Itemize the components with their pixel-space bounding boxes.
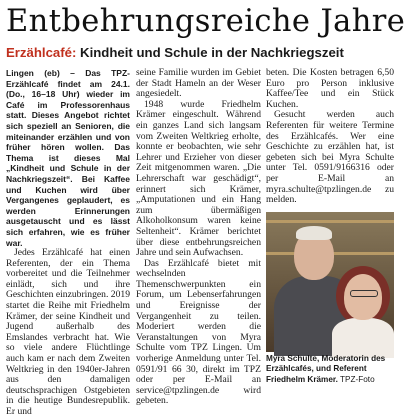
body-paragraph: 1948 wurde Friedhelm Krämer eingeschult. Während ein ganzes Land sich langsam vom Zweiten Weltkrieg erholte, konnte er beobachten, wie sehr Lehrer und Erzieher von dieser Zeit mitgenommen waren. „Die Lehrerschaft war geschädigt“, erinnert sich Krämer, „Amputationen und ein Hang zum übermäßigen Alkoholkonsum waren keine Seltenheit“. Krämer berichtet über diese entbehrungsreichen Jahre und sein Aufwachsen. <box>136 98 261 259</box>
text-column-1 <box>6 68 130 417</box>
man-hair <box>296 226 332 240</box>
bookshelf <box>266 220 394 223</box>
body-paragraph: seine Familie wurden im Gebiet der Stadt Hameln an der Weser angesiedelt. <box>136 67 261 100</box>
body-paragraph: beten. Die Kosten betragen 6,50 Euro pro Person inklusive Kaffee/Tee und ein Stück Kuchen. <box>266 67 394 110</box>
caption-names: Myra Schulte, Moderatorin des Erzählcafés, und Referent Friedhelm Krämer. <box>266 354 386 384</box>
text-column-3 <box>266 68 394 210</box>
text-column-2 <box>136 67 261 407</box>
lead-dateline: Lingen (eb) – <box>6 68 75 78</box>
article-headline: Entbehrungsreiche Jahre <box>6 4 405 39</box>
lead-paragraph <box>6 68 130 248</box>
article-kicker: Erzählcafé: <box>6 45 77 60</box>
article-subline <box>6 44 396 62</box>
article-subtitle: Kindheit und Schule in der Nachkriegszeit <box>80 45 344 60</box>
photo-caption <box>266 354 394 385</box>
woman-head <box>344 274 382 320</box>
body-paragraph: Das Erzählcafé bietet mit wechselnden Themenschwerpunkten ein Forum, um Lebenserfahrungen und Ereignisse der Vergangenheit zu teilen. Moderiert werden die Veranstaltungen von Myra Schulte vom TPZ Lingen. Um vorherige Anmeldung unter Tel. 0591/91 66 30, direkt im TPZ oder per E-Mail an service@tpzlingen.de wird gebeten. <box>136 257 261 407</box>
body-paragraph: Jedes Erzählcafé hat einen Referenten, der ein Thema vorbereitet und die Teilnehmer einlädt, sich und ihre Geschichten einzubringen. 2019 startet die Reihe mit Friedhelm Krämer, der seine Kindheit und Jugend außerhalb des Emslandes verbracht hat. Wie so viele andere Flüchtlinge auch kam er nach dem Zweiten Weltkrieg in den 1940er-Jahren aus den damaligen deutschsprachigen Ostgebieten in die heutige Bundesrepublik. Er und <box>6 247 130 417</box>
glasses <box>350 290 378 297</box>
caption-credit: TPZ-Foto <box>340 374 375 384</box>
woman-figure <box>332 318 394 358</box>
body-paragraph: Gesucht werden auch Referenten für weitere Termine des Erzählcafés. Wer eine Geschichte zu erzählen hat, ist gebeten sich bei Myra Schulte unter Tel. 0591/9166316 oder per E-Mail an myra.schulte@tpzlingen.de zu melden. <box>266 109 394 206</box>
lead-text: Das TPZ-Erzählcafé findet am 24.1. (Do., 16–18 Uhr) wieder im Café im Professorenhaus statt. Dieses Angebot richtet sich speziell an Senioren, die miteinander erzählen und von früher hören wollen. Das Thema ist dieses Mal „Kindheit und Schule in der Nachkriegszeit“. Bei Kaffee und Kuchen wird über Vergangenes geplaudert, es werden Erinnerungen ausgetauscht und es lässt sich erfahren, wie es früher war. <box>6 68 130 248</box>
article-photo <box>266 212 394 352</box>
